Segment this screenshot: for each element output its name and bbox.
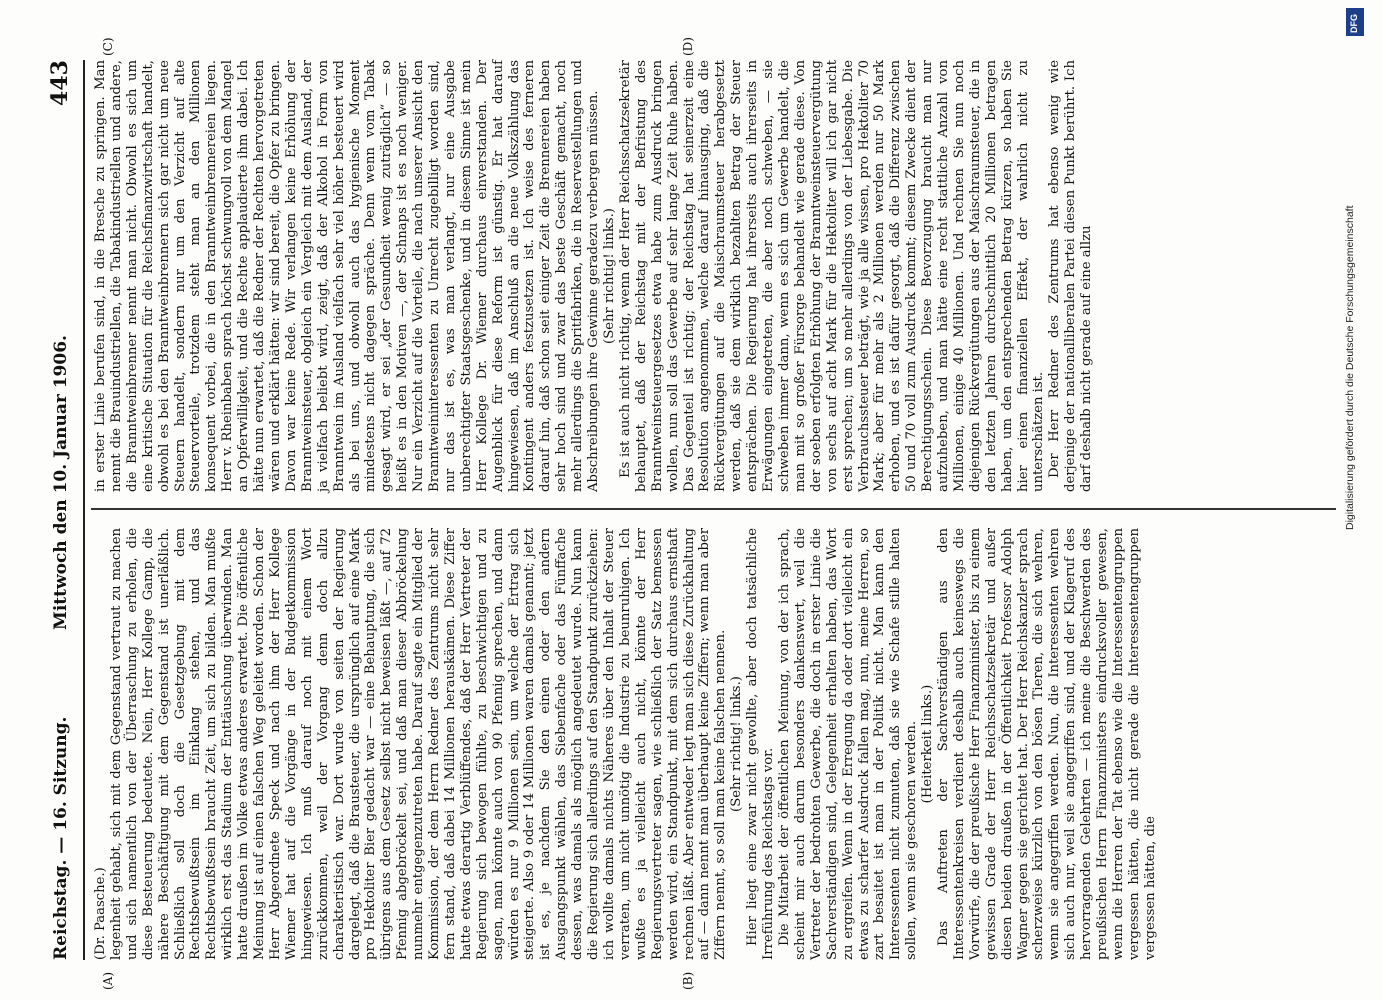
interjection: (Sehr richtig! links.) xyxy=(729,676,745,812)
header-rule xyxy=(83,60,85,960)
paragraph: Das Auftreten der Sachverständigen aus den Interessentenkreisen verdient deshalb auch keineswegs die Vorwürfe, die der preußische Herr Finanzminister, bis zu einem gewissen Grade der Herr Reichsschatzsekretär und außer diesen beiden draußen in der Öffentlichkeit Professor Adolph Wagner gegen sie gerichtet hat. Der Herr Reichskanzler sprach scherzweise kürzlich von den bösen Tieren, die sich wehren, wenn sie angegriffen werden. Nun, die Interessenten wehren sich auch nur, weil sie angegriffen sind, und der Klageruf des hervorragenden Gelehrten — ich meine die Beschwerden des preußischen Herrn Finanzministers eindrucksvoller gewesen, wenn die Herren der Tat ebenso wie die Interessentengruppen vergessen hätten, die nicht gerade die Interessentengruppen vergessen hätten, die xyxy=(936,528,1158,960)
digitization-note-text: Digitalisierung gefördert durch die Deutsche Forschungsgemeinschaft xyxy=(1344,205,1356,530)
right-column xyxy=(93,60,1095,492)
digitization-note xyxy=(1344,10,1368,530)
margin-letter-a: (A) xyxy=(101,971,115,990)
paragraph: Die Mitarbeit der öffentlichen Meinung, von der ich sprach, scheint mir auch darum besonders dankenswert, weil die Vertreter der bedrohten Gewerbe, die doch in erster Linie die Sachverständigen sind, Gelegenheit erhalten haben, das Wort zu ergreifen. Wenn in der Erregung da oder dort vielleicht ein etwas zu scharfer Ausdruck fallen mag, nun, meine Herren, so zart besaitet ist man in der Politik nicht. Man kann den Interessenten nicht zumuten, daß sie wie Schafe stille halten sollen, wenn sie geschoren werden. xyxy=(776,528,920,960)
paragraph: in erster Linie berufen sind, in die Bresche zu springen. Man nennt die Brauindustriellen, die Tabakindustriellen und andere, die Branntweinbrenner nennt man nicht. Obwohl es sich um eine kritische Situation für die Reichsfinanzwirtschaft handelt, obwohl es bei den Branntweinbrennern sich gar nicht um neue Steuern handelt, sondern nur um den Verzicht auf alte Steuervorteile, trotzdem steht man an den Millionen konsequent vorbei, die in den Branntweinbrennereien liegen. Herr v. Rheinbaben sprach höchst schwungvoll von dem Mangel an Opferwilligkeit, und die Rechte applaudierte ihm dabei. Ich hätte nun erwartet, daß die Redner der Rechten hervorgetreten wären und erklärt hätten: wir sind bereit, die Opfer zu bringen. Davon war keine Rede. Wir verlangen keine Erhöhung der Branntweinsteuer, obgleich ein Vergleich mit dem Ausland, der ja vielfach beliebt wird, zeigt, daß der Alkohol in Form von Branntwein im Ausland vielfach sehr viel höher besteuert wird als bei uns, und obwohl auch das hygienische Moment mindestens nicht dagegen spräche. Denn wenn vom Tabak gesagt wird, er sei „der Gesundheit wenig zuträglich“ — so heißt es in den Motiven —, der Schnaps ist es noch weniger. Nur ein Verzicht auf die Vorteile, die nach unserer Ansicht den Branntweininteressenten zu Unrecht zugebilligt worden sind, nur das ist es, was man verlangt, nur eine Ausgabe unberechtigter Staatsgeschenke, und in diesem Sinne ist mein Herr Kollege Dr. Wiemer durchaus einverstanden. Der Augenblick für diese Reform ist günstig. Er hat darauf hingewiesen, daß im Anschluß an die neue Volkszählung das Kontingent anders festzusetzen ist. Ich weise des ferneren darauf hin, daß schon seit einiger Zeit die Brennereien haben sehr hoch sind und zwar das beste Geschäft gemacht, noch mehr allerdings die Spritfabriken, die in Reservestellungen und Abschreibungen ihre Gewinne geradezu verbergen müssen. xyxy=(93,60,602,492)
page-number: 443 xyxy=(47,60,73,106)
paragraph: Der Herr Redner des Zentrums hat ebenso wenig wie derjenige der nationalliberalen Partei diesen Punkt berührt. Ich darf deshalb nicht gerade auf eine allzu xyxy=(1047,60,1095,492)
paragraph: Es ist auch nicht richtig, wenn der Herr Reichsschatzsekretär behauptet, daß der Reichstag mit der Befristung des Branntweinsteuergesetzes etwa habe zum Ausdruck bringen wollen, nun soll das Gewerbe auf sehr lange Zeit Ruhe haben. Das Gegenteil ist richtig; der Reichstag hat seinerzeit eine Resolution angenommen, welche darauf hinausging, daß die Rückvergütungen auf die Maischraumsteuer herabgesetzt werden, daß sie dem wirklich bezahlten Betrag der Steuer entsprächen. Die Regierung hat ihrerseits auch ihrerseits in Erwägungen eingetreten, die aber noch schweben, — sie schweben immer dann, wenn es sich um Gewerbe handelt, die man mit so großer Fürsorge behandelt wie gerade diese. Von der soeben erfolgten Erhöhung der Branntweinsteuervergütung von sechs auf acht Mark für die Hektoliter will ich gar nicht erst sprechen; um so mehr allerdings von der Liebesgabe. Die Verbrauchssteuer beträgt, wie ja alle wissen, pro Hektoliter 70 Mark; aber für mehr als 2 Millionen werden nur 50 Mark erhoben, und es ist dafür gesorgt, daß die Differenz zwischen 50 und 70 voll zum Ausdruck kommt; diesem Zwecke dient der Berechtigungsschein. Diese Bevorzugung braucht man nur aufzuheben, und man hätte eine recht stattliche Anzahl von Millionen, einige 40 Millionen. Und rechnen Sie nun noch diejenigen Rückvergütungen aus der Maischraumsteuer, die in den letzten Jahren durchschnittlich 20 Millionen betragen haben, um den entsprechenden Betrag kürzen, so haben Sie hier einen finanziellen Effekt, der wahrlich nicht zu unterschätzen ist. xyxy=(617,60,1047,492)
header-date: Mittwoch den 10. Januar 1906. xyxy=(51,335,71,630)
speaker-note: (Dr. Paasche.) xyxy=(93,867,108,960)
left-column xyxy=(93,528,1159,960)
rotated-page-content xyxy=(41,37,1341,990)
margin-letter-c: (C) xyxy=(101,37,115,56)
header-session: Reichstag. — 16. Sitzung. xyxy=(51,716,71,960)
interjection: (Sehr richtig! links.) xyxy=(602,208,617,344)
paragraph: Hier liegt eine zwar nicht gewollte, aber doch tatsächliche Irreführung des Reichstags vor. xyxy=(745,528,777,960)
margin-letter-d: (D) xyxy=(681,37,695,56)
paragraph: legenheit gehabt, sich mit dem Gegenstand vertraut zu machen und sich namentlich von der Überraschung zu erholen, die diese Besteuerung bedeutete. Nein, Herr Kollege Gamp, die nähere Beschäftigung mit dem Gegenstand ist unerläßlich. Schließlich soll doch die Gesetzgebung mit dem Rechtsbewußtsein im Einklang stehen, und das Rechtsbewußtsein braucht Zeit, um sich zu bilden. Man mußte wirklich erst das Stadium der Enttäuschung überwinden. Man hatte draußen im Volke etwas anderes erwartet. Die öffentliche Meinung ist auf einen falschen Weg geleitet worden. Schon der Herr Abgeordnete Speck und nach ihm der Herr Kollege Wiemer hat auf die Vorgänge in der Budgetkommission hingewiesen. Ich muß darauf noch mit einem Wort zurückkommen, weil der Vorgang denn doch allzu charakteristisch war. Dort wurde von seiten der Regierung dargelegt, daß die Brausteuer, die ursprünglich auf eine Mark pro Hektoliter Bier gedacht war — eine Behauptung, die sich übrigens aus dem Gesetz selbst nicht beweisen läßt —, auf 72 Pfennig abgebröckelt sei, und daß man dieser Abbröckelung nunmehr entgegenzutreten habe. Darauf sagte ein Mitglied der Kommission, der dem Herrn Redner des Zentrums nicht sehr fern stand, daß dabei 14 Millionen herauskämen. Diese Ziffer hatte etwas derartig Verblüffendes, daß der Herr Vertreter der Regierung sich bewogen fühlte, zu beschwichtigen und zu sagen, man könnte auch von 90 Pfennig sprechen, und dann würden es nur 9 Millionen sein, um welche der Ertrag sich steigerte. Also 9 oder 14 Millionen waren damals genannt; jetzt ist es, je nachdem Sie den einen oder den andern Ausgangspunkt wählen, das Siebenfache oder das Fünffache dessen, was damals als möglich angedeutet wurde. Nun kann die Regierung sich allerdings auf den Standpunkt zurückziehen: ich wollte damals nichts Näheres über den Inhalt der Steuer verraten, um nicht unnötig die Industrie zu beunruhigen. Ich wußte es ja vielleicht auch nicht, könnte der Herr Regierungsvertreter sagen, wie schließlich der Satz bemessen werden wird, ein Standpunkt, mit dem sich durchaus ernsthaft rechnen läßt. Aber entweder legt man sich diese Zurückhaltung auf — dann nennt man überhaupt keine Ziffern; wenn man aber Ziffern nennt, so soll man keine falschen nennen. xyxy=(108,528,729,960)
running-header xyxy=(41,60,81,960)
margin-letter-b: (B) xyxy=(681,971,695,990)
interjection: (Heiterkeit links.) xyxy=(920,684,936,804)
column-divider xyxy=(91,509,1336,511)
dfg-logo: DFG xyxy=(1346,8,1364,36)
